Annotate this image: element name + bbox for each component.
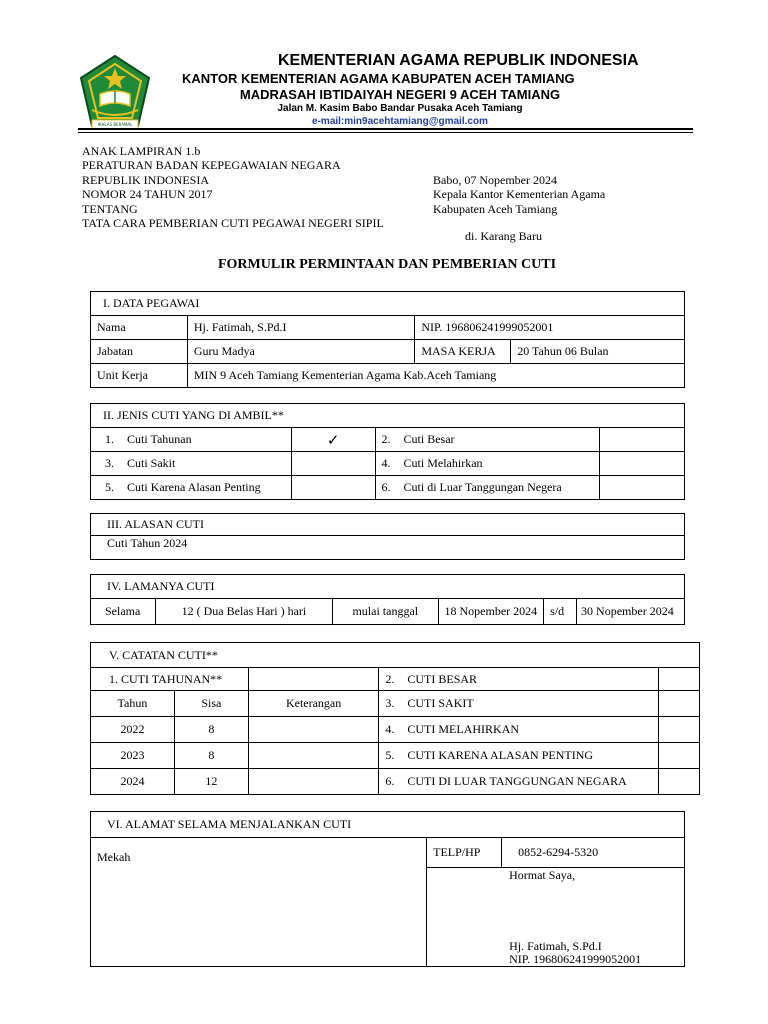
section-title: I. DATA PEGAWAI: [91, 292, 685, 316]
signer-name: Hj. Fatimah, S.Pd.I: [509, 939, 602, 953]
start-date: 18 Nopember 2024: [438, 599, 544, 625]
section-title: II. JENIS CUTI YANG DI AMBIL**: [91, 404, 685, 428]
row-keterangan[interactable]: [248, 743, 379, 769]
attachment-line: REPUBLIK INDONESIA: [82, 172, 209, 187]
signer-nip: NIP. 196806241999052001: [509, 952, 642, 966]
other-leave-item: [379, 717, 659, 743]
col-sisa: Sisa: [174, 691, 248, 717]
table-row: [91, 769, 700, 795]
header-office: KANTOR KEMENTERIAN AGAMA KABUPATEN ACEH TAMIANG: [182, 71, 575, 86]
row-tahun: 2023: [91, 743, 175, 769]
section-alamat-cuti: [90, 811, 685, 967]
section-jenis-cuti: [90, 403, 685, 500]
row-tahun: 2024: [91, 769, 175, 795]
sd-label: s/d: [544, 599, 577, 625]
leave-type-label: Cuti di Luar Tanggungan Negera: [403, 480, 562, 494]
leave-type-label: Cuti Melahirkan: [403, 456, 483, 470]
section-alasan-cuti: [90, 513, 685, 560]
other-leave-note[interactable]: [659, 691, 700, 717]
table-row: [91, 717, 700, 743]
leave-reason-field[interactable]: Cuti Tahun 2024: [91, 536, 685, 560]
col-tahun: Tahun: [91, 691, 175, 717]
nama-value: Hj. Fatimah, S.Pd.I: [187, 316, 414, 340]
attachment-block: [82, 144, 384, 230]
leave-type-label: Cuti Besar: [403, 432, 455, 446]
leave-type-checkbox[interactable]: [291, 428, 375, 452]
closing-text: Hormat Saya,: [509, 868, 576, 882]
attachment-line: NOMOR 24 TAHUN 2017: [82, 187, 213, 202]
check-icon: ✓: [326, 430, 340, 449]
other-leave-label: CUTI MELAHIRKAN: [407, 722, 520, 736]
row-tahun: 2022: [91, 717, 175, 743]
other-leave-item: [379, 769, 659, 795]
other-leave-num: 2.: [385, 671, 395, 686]
other-leave-note[interactable]: [659, 717, 700, 743]
attachment-line: ANAK LAMPIRAN 1.b: [82, 144, 201, 158]
unit-label: Unit Kerja: [91, 364, 188, 388]
leave-address-value: Mekah: [97, 850, 131, 864]
col-keterangan: Keterangan: [248, 691, 379, 717]
leave-type-item: [91, 476, 292, 500]
other-leave-item: [379, 743, 659, 769]
unit-value: MIN 9 Aceh Tamiang Kementerian Agama Kab.Aceh Tamiang: [187, 364, 684, 388]
leave-address[interactable]: [91, 838, 427, 967]
table-row: [91, 743, 700, 769]
mulai-label: mulai tanggal: [333, 599, 438, 625]
leave-type-item: [375, 452, 600, 476]
leave-type-num: 3.: [105, 456, 114, 470]
end-date: 30 Nopember 2024: [577, 599, 685, 625]
other-leave-num: 4.: [385, 722, 395, 736]
row-keterangan[interactable]: [248, 717, 379, 743]
recipient-line: Kepala Kantor Kementerian Agama: [433, 187, 606, 202]
recipient-place: di. Karang Baru: [465, 229, 542, 243]
leave-type-item: [375, 476, 600, 500]
cuti-tahunan-label: 1. CUTI TAHUNAN**: [91, 668, 249, 691]
other-leave-label: CUTI DI LUAR TANGGUNGAN NEGARA: [407, 774, 627, 788]
other-leave-label: CUTI KARENA ALASAN PENTING: [407, 748, 594, 762]
duration-value: 12 ( Dua Belas Hari ) hari: [155, 599, 332, 625]
leave-type-checkbox[interactable]: [291, 452, 375, 476]
telp-label: TELP/HP: [427, 838, 502, 868]
section-title: III. ALASAN CUTI: [91, 514, 685, 536]
other-leave-note[interactable]: [659, 668, 700, 691]
other-leave-label: CUTI SAKIT: [407, 696, 474, 710]
logo-ribbon-text: IKHLAS BERAMAL: [97, 122, 133, 127]
section-catatan-cuti: [90, 642, 700, 795]
masa-kerja-value: 20 Tahun 06 Bulan: [511, 340, 685, 364]
leave-type-num: 4.: [381, 456, 391, 470]
jabatan-value: Guru Madya: [187, 340, 414, 364]
leave-type-item: [91, 428, 292, 452]
jabatan-label: Jabatan: [91, 340, 188, 364]
recipient-block: [433, 173, 605, 216]
leave-type-num: 1.: [105, 432, 114, 446]
leave-type-label: Cuti Tahunan: [127, 432, 192, 446]
leave-type-label: Cuti Karena Alasan Penting: [127, 480, 261, 494]
other-leave-num: 3.: [385, 696, 395, 710]
row-sisa: 8: [174, 717, 248, 743]
leave-type-checkbox[interactable]: [291, 476, 375, 500]
section-lamanya-cuti: [90, 574, 685, 625]
other-leave-item: [379, 668, 659, 691]
other-leave-item: [379, 691, 659, 717]
leave-type-item: [375, 428, 600, 452]
letterhead-rule-thin: [78, 132, 693, 133]
section-title: V. CATATAN CUTI**: [91, 643, 700, 668]
nama-label: Nama: [91, 316, 188, 340]
header-school: MADRASAH IBTIDAIYAH NEGERI 9 ACEH TAMIANG: [239, 87, 561, 102]
leave-type-item: [91, 452, 292, 476]
row-sisa: 12: [174, 769, 248, 795]
section-title: VI. ALAMAT SELAMA MENJALANKAN CUTI: [91, 812, 685, 838]
masa-kerja-label: MASA KERJA: [415, 340, 511, 364]
nip-value: NIP. 196806241999052001: [415, 316, 685, 340]
section-title: IV. LAMANYA CUTI: [91, 575, 685, 599]
form-title: FORMULIR PERMINTAAN DAN PEMBERIAN CUTI: [217, 257, 557, 272]
signature-block: [427, 868, 685, 967]
other-leave-label: CUTI BESAR: [407, 671, 478, 686]
leave-type-num: 2.: [381, 432, 391, 446]
letter-date: Babo, 07 Nopember 2024: [433, 173, 557, 187]
header-ministry: KEMENTERIAN AGAMA REPUBLIK INDONESIA: [278, 52, 639, 69]
header-email: e-mail:min9acehtamiang@gmail.com: [312, 116, 488, 127]
other-leave-num: 6.: [385, 774, 395, 788]
leave-type-checkbox[interactable]: [600, 476, 685, 500]
section-data-pegawai: [90, 291, 685, 388]
leave-type-num: 6.: [381, 480, 391, 494]
other-leave-note[interactable]: [659, 769, 700, 795]
attachment-line: TENTANG: [82, 201, 138, 216]
header-address: Jalan M. Kasim Babo Bandar Pusaka Aceh Tamiang: [277, 103, 523, 114]
other-leave-note[interactable]: [659, 743, 700, 769]
leave-type-checkbox[interactable]: [600, 428, 685, 452]
attachment-line: PERATURAN BADAN KEPEGAWAIAN NEGARA: [82, 158, 341, 173]
row-keterangan[interactable]: [248, 769, 379, 795]
empty-cell: [248, 668, 379, 691]
telp-value: 0852-6294-5320: [502, 838, 685, 868]
recipient-line: Kabupaten Aceh Tamiang: [433, 201, 558, 216]
leave-type-label: Cuti Sakit: [127, 456, 176, 470]
attachment-line: TATA CARA PEMBERIAN CUTI PEGAWAI NEGERI SIPIL: [82, 216, 384, 231]
selama-label: Selama: [91, 599, 156, 625]
row-sisa: 8: [174, 743, 248, 769]
leave-type-checkbox[interactable]: [600, 452, 685, 476]
ministry-logo: [78, 54, 152, 134]
other-leave-num: 5.: [385, 748, 395, 762]
letterhead-rule-thick: [78, 128, 693, 130]
leave-type-num: 5.: [105, 480, 114, 494]
